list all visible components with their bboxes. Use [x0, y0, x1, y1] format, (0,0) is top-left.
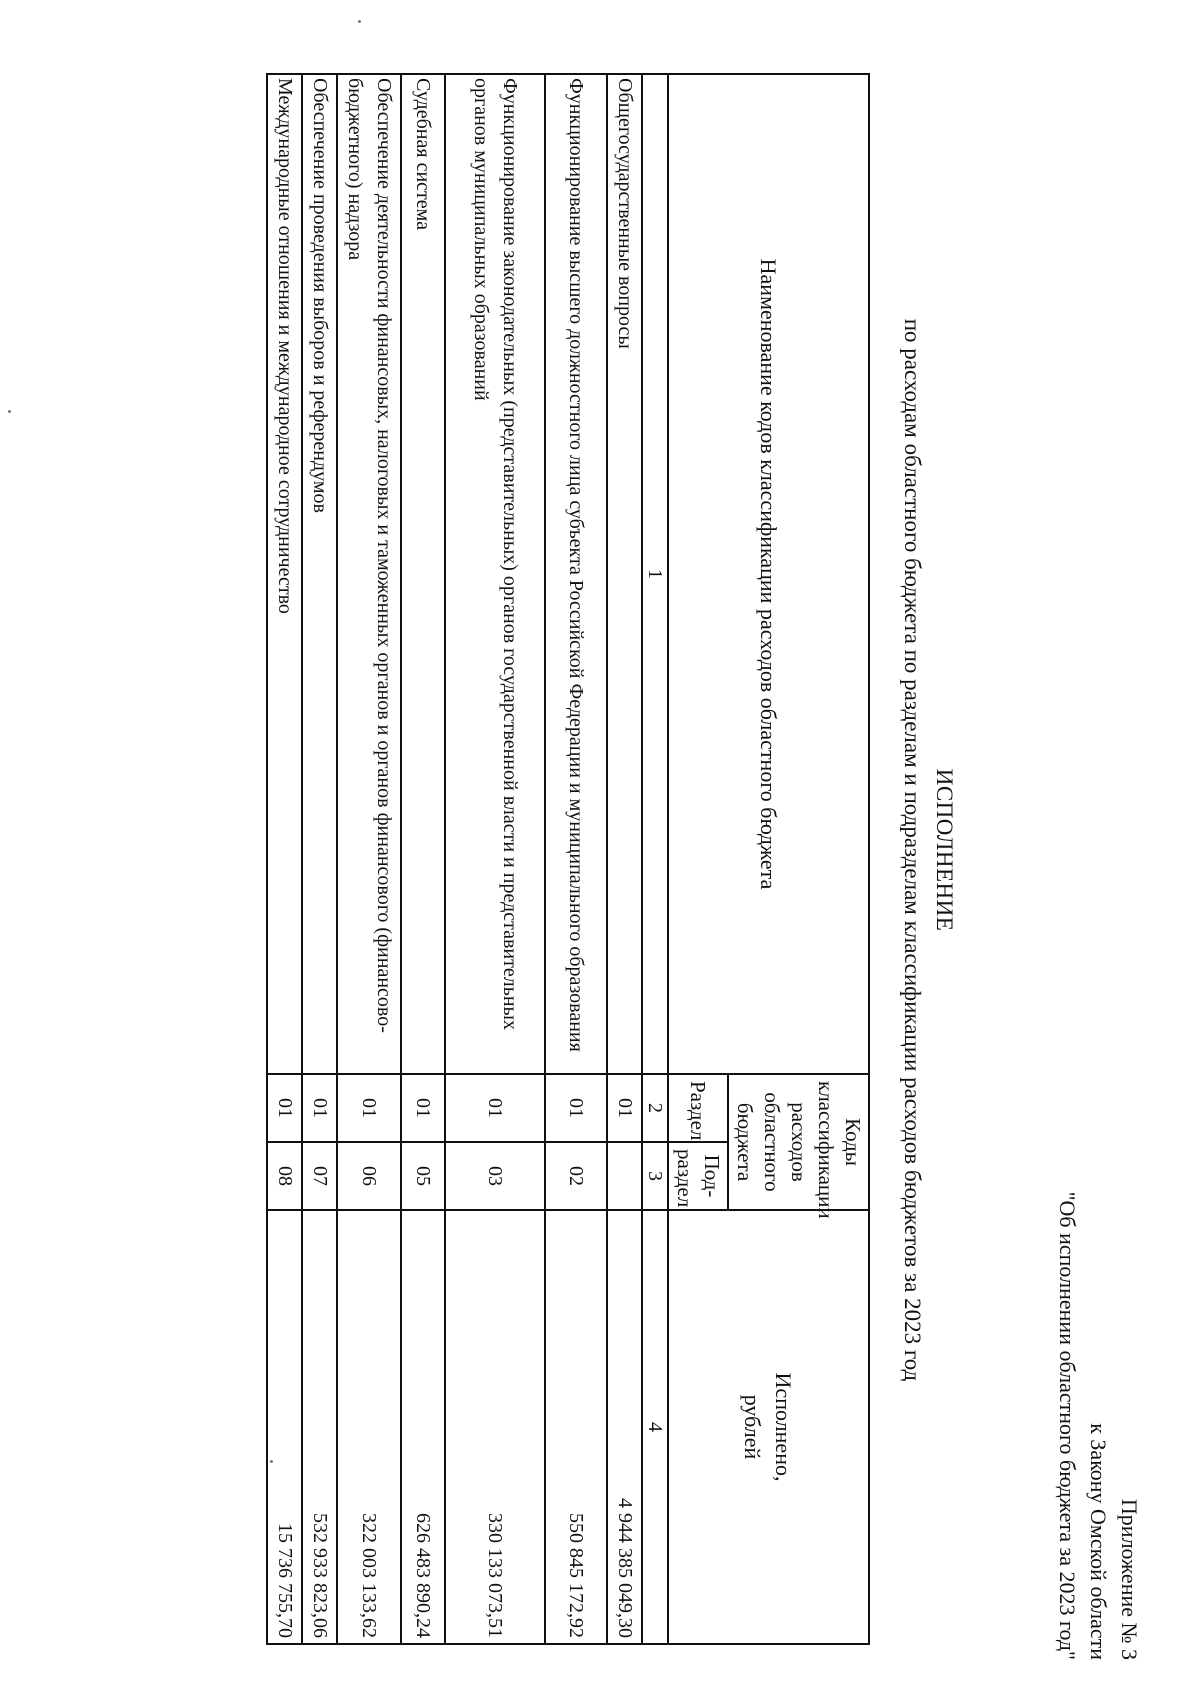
row-subsection	[607, 1142, 642, 1210]
row-section: 01	[607, 1074, 642, 1142]
row-subsection: 07	[302, 1142, 337, 1210]
row-amount: 322 003 133,62	[337, 1210, 401, 1644]
appendix-number: Приложение № 3	[1117, 1498, 1142, 1660]
appendix-law-ref: к Закону Омской области	[1086, 1423, 1111, 1660]
row-subsection: 08	[267, 1142, 302, 1210]
table-row	[302, 74, 337, 1644]
row-section: 01	[545, 1074, 607, 1142]
row-amount: 550 845 172,92	[545, 1210, 607, 1644]
row-amount: 330 133 073,51	[445, 1210, 545, 1644]
row-subsection: 05	[401, 1142, 445, 1210]
column-number: 2	[642, 1074, 668, 1142]
title-main: ИСПОЛНЕНИЕ	[932, 768, 957, 932]
scan-speck	[8, 410, 11, 413]
header-amount	[668, 1210, 869, 1644]
row-subsection: 03	[445, 1142, 545, 1210]
scan-speck	[358, 20, 361, 23]
table-row	[607, 74, 642, 1644]
table-row	[545, 74, 607, 1644]
title-subtitle: по расходам областного бюджета по разделам и подразделам классификации расходов бюджетов за 2023 год	[900, 318, 925, 1382]
row-name: Обеспечение деятельности финансовых, налоговых и таможенных органов и органов финансового (финансово-бюджетного) надзора	[337, 74, 401, 1074]
row-amount: 4 944 385 049,30	[607, 1210, 642, 1644]
row-section: 01	[445, 1074, 545, 1142]
column-number: 1	[642, 74, 668, 1074]
header-row-1	[728, 74, 869, 1644]
row-name: Общегосударственные вопросы	[607, 74, 642, 1074]
scan-speck	[270, 1460, 273, 1463]
row-name: Функционирование высшего должностного лица субъекта Российской Федерации и муниципального образования	[545, 74, 607, 1074]
document-title	[896, 0, 960, 1700]
row-subsection: 02	[545, 1142, 607, 1210]
row-section: 01	[267, 1074, 302, 1142]
column-number-row	[642, 74, 668, 1644]
row-amount: 532 933 823,06	[302, 1210, 337, 1644]
row-amount: 15 736 755,70	[267, 1210, 302, 1644]
table-row	[337, 74, 401, 1644]
column-number: 4	[642, 1210, 668, 1644]
row-section: 01	[302, 1074, 337, 1142]
row-name: Обеспечение проведения выборов и референдумов	[302, 74, 337, 1074]
appendix-law-title: "Об исполнении областного бюджета за 2023 год"	[1055, 1191, 1080, 1660]
row-name: Международные отношения и международное сотрудничество	[267, 74, 302, 1074]
header-section: Раздел	[668, 1074, 728, 1142]
row-name: Судебная система	[401, 74, 445, 1074]
appendix-header	[1052, 1192, 1145, 1660]
table-row	[401, 74, 445, 1644]
budget-table	[266, 73, 870, 1645]
header-amount-text: Исполнено, рублей	[740, 1372, 797, 1482]
row-subsection: 06	[337, 1142, 401, 1210]
column-number: 3	[642, 1142, 668, 1210]
row-amount: 626 483 890,24	[401, 1210, 445, 1644]
header-codes: Коды классификации расходов областного бюджета	[728, 1074, 869, 1210]
header-subsection: Под-раздел	[668, 1142, 728, 1210]
header-name: Наименование кодов классификации расходов областного бюджета	[668, 74, 869, 1074]
table-row	[267, 74, 302, 1644]
row-section: 01	[401, 1074, 445, 1142]
row-name: Функционирование законодательных (представительных) органов государственной власти и представительных органов муниципальных образований	[445, 74, 545, 1074]
table-row	[445, 74, 545, 1644]
row-section: 01	[337, 1074, 401, 1142]
